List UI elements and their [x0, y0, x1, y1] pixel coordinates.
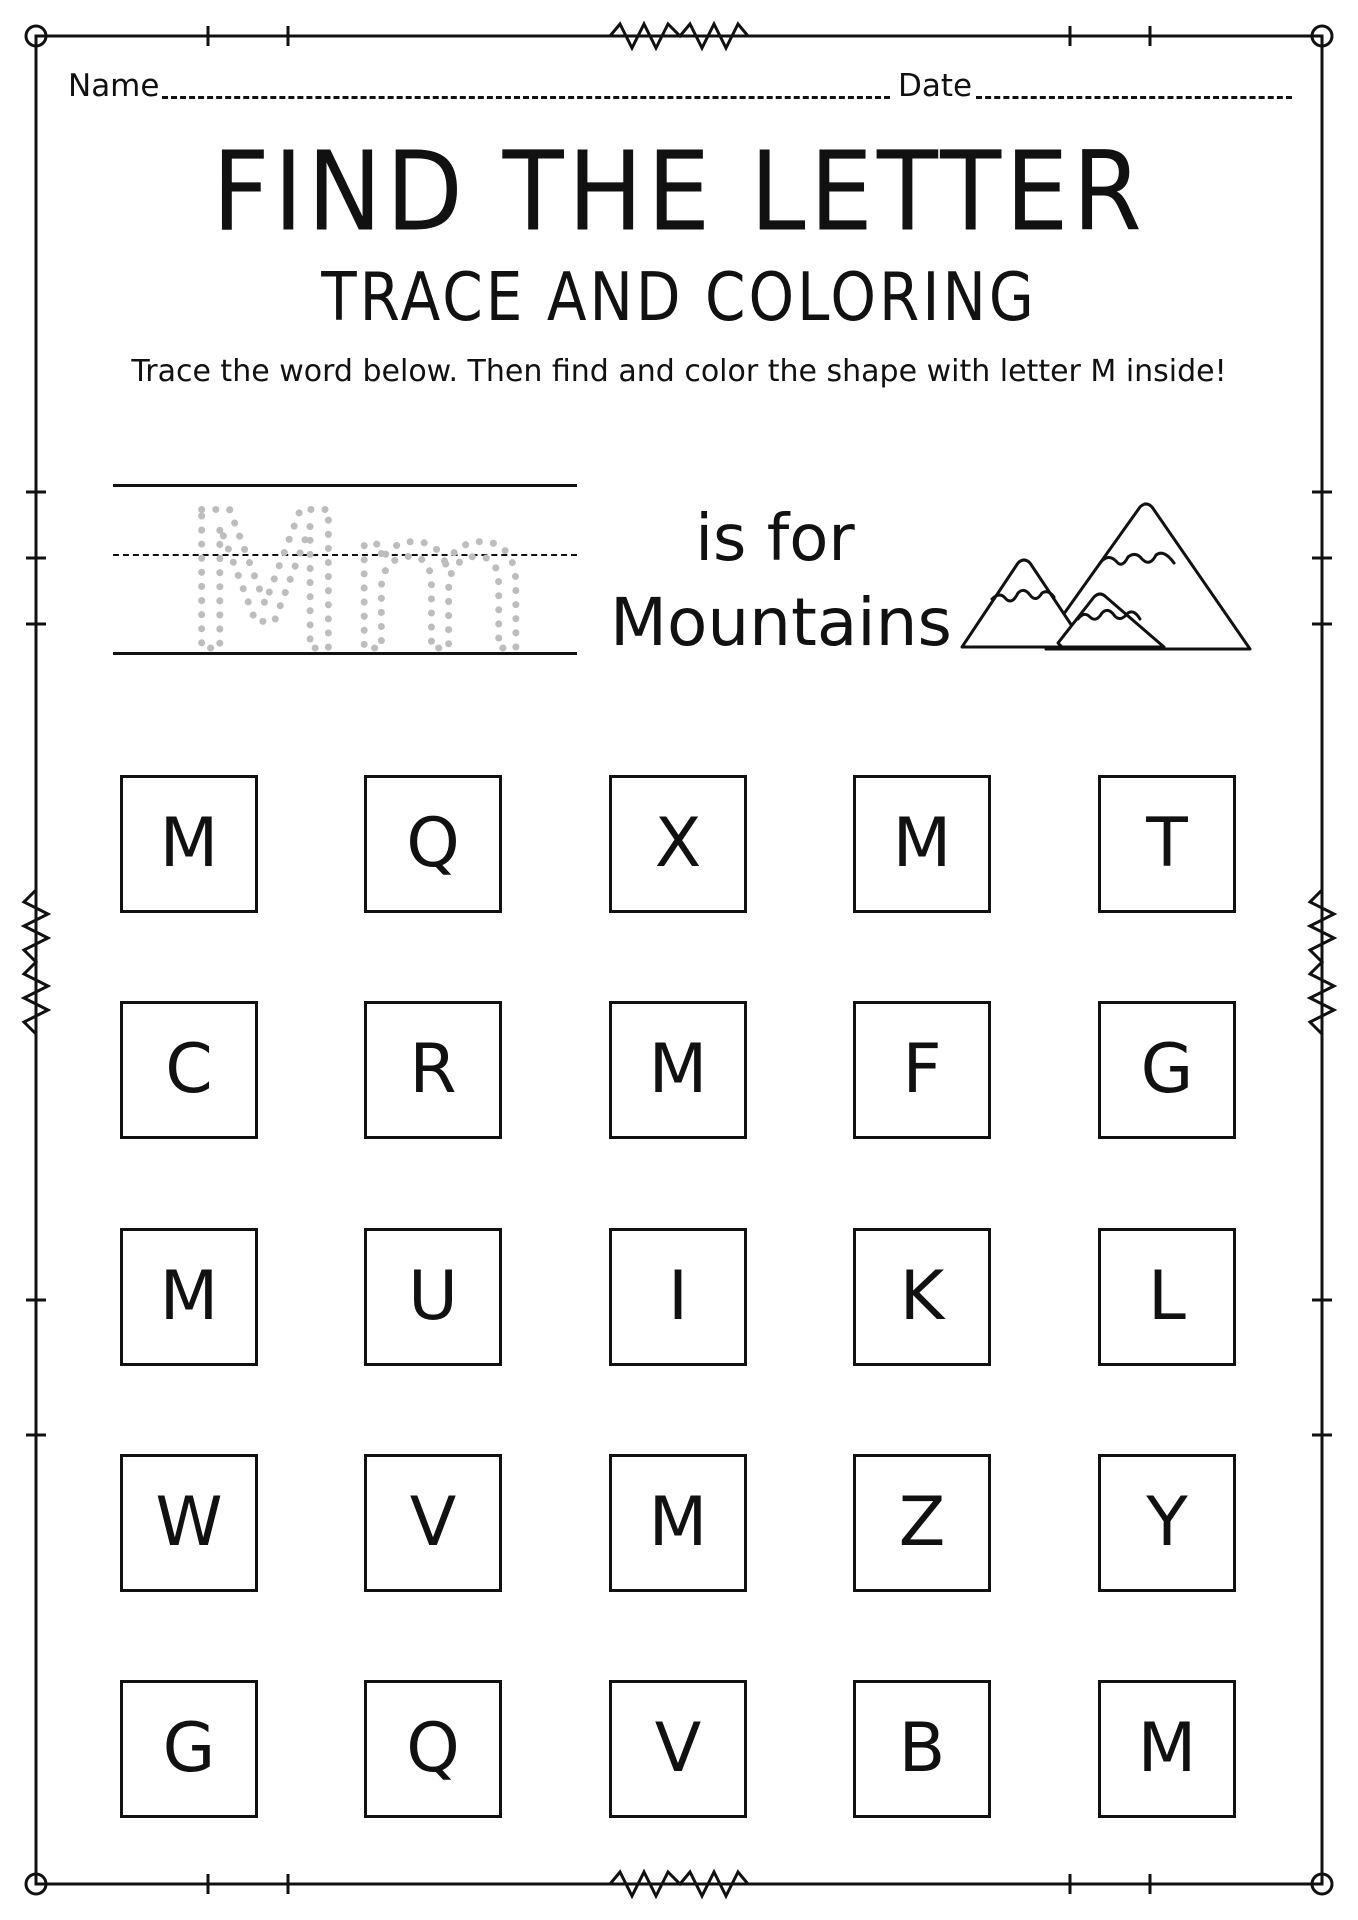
- is-for-text: is for: [695, 502, 855, 576]
- letter-box[interactable]: [120, 1228, 258, 1366]
- letter-box-letter: G: [162, 1709, 216, 1788]
- letter-box[interactable]: [853, 1001, 991, 1139]
- letter-box[interactable]: [1098, 1001, 1236, 1139]
- letter-box-letter: B: [898, 1709, 946, 1788]
- page-subtitle: TRACE AND COLORING: [321, 257, 1037, 337]
- letter-box[interactable]: [364, 1228, 502, 1366]
- date-field[interactable]: [976, 96, 1292, 99]
- dotted-letters: [113, 482, 577, 658]
- letter-box-letter: V: [654, 1709, 702, 1788]
- letter-box-letter: L: [1148, 1257, 1186, 1336]
- letter-box-letter: T: [1146, 804, 1188, 883]
- word-text: Mountains: [610, 584, 952, 661]
- letter-box[interactable]: [1098, 775, 1236, 913]
- letter-box[interactable]: [609, 1228, 747, 1366]
- letter-box-letter: M: [159, 1257, 219, 1336]
- mountains-icon: [958, 495, 1258, 657]
- page-title: FIND THE LETTER: [212, 127, 1146, 256]
- letter-box[interactable]: [853, 1680, 991, 1818]
- letter-box[interactable]: [1098, 1454, 1236, 1592]
- letter-box[interactable]: [853, 1454, 991, 1592]
- letter-box[interactable]: [609, 775, 747, 913]
- letter-box-letter: C: [165, 1030, 213, 1109]
- letter-box-letter: Q: [406, 1709, 460, 1788]
- letter-box[interactable]: [1098, 1228, 1236, 1366]
- letter-box[interactable]: [120, 1001, 258, 1139]
- letter-box[interactable]: [364, 1001, 502, 1139]
- letter-box[interactable]: [853, 775, 991, 913]
- letter-box-letter: Q: [406, 804, 460, 883]
- letter-box-letter: R: [409, 1030, 457, 1109]
- letter-box-letter: V: [409, 1483, 457, 1562]
- letter-box-letter: M: [892, 804, 952, 883]
- letter-box-letter: X: [654, 804, 702, 883]
- letter-box[interactable]: [609, 1680, 747, 1818]
- date-label: Date: [898, 68, 973, 104]
- letter-box-letter: I: [667, 1257, 689, 1336]
- letter-box-letter: M: [648, 1030, 708, 1109]
- letter-box[interactable]: [853, 1228, 991, 1366]
- letter-box-letter: K: [899, 1257, 945, 1336]
- letter-box-letter: Z: [898, 1483, 946, 1562]
- letter-box[interactable]: [364, 1454, 502, 1592]
- letter-box-letter: U: [408, 1257, 458, 1336]
- name-label: Name: [68, 68, 160, 104]
- letter-box[interactable]: [609, 1001, 747, 1139]
- letter-box-letter: M: [648, 1483, 708, 1562]
- letter-box-letter: Y: [1146, 1483, 1188, 1562]
- letter-box-letter: M: [1137, 1709, 1197, 1788]
- letter-box[interactable]: [609, 1454, 747, 1592]
- letter-box[interactable]: [120, 1680, 258, 1818]
- instruction-text: Trace the word below. Then find and color the shape with letter M inside!: [131, 354, 1227, 389]
- letter-box[interactable]: [120, 1454, 258, 1592]
- letter-box-letter: F: [902, 1030, 942, 1109]
- letter-box[interactable]: [364, 1680, 502, 1818]
- letter-box[interactable]: [120, 775, 258, 913]
- letter-box[interactable]: [364, 775, 502, 913]
- letter-box-letter: G: [1140, 1030, 1194, 1109]
- letter-box-letter: M: [159, 804, 219, 883]
- trace-letters: Mm: [183, 482, 533, 658]
- tracing-area[interactable]: [113, 482, 577, 658]
- letter-box[interactable]: [1098, 1680, 1236, 1818]
- letter-box-letter: W: [155, 1483, 223, 1562]
- name-field[interactable]: [162, 96, 890, 99]
